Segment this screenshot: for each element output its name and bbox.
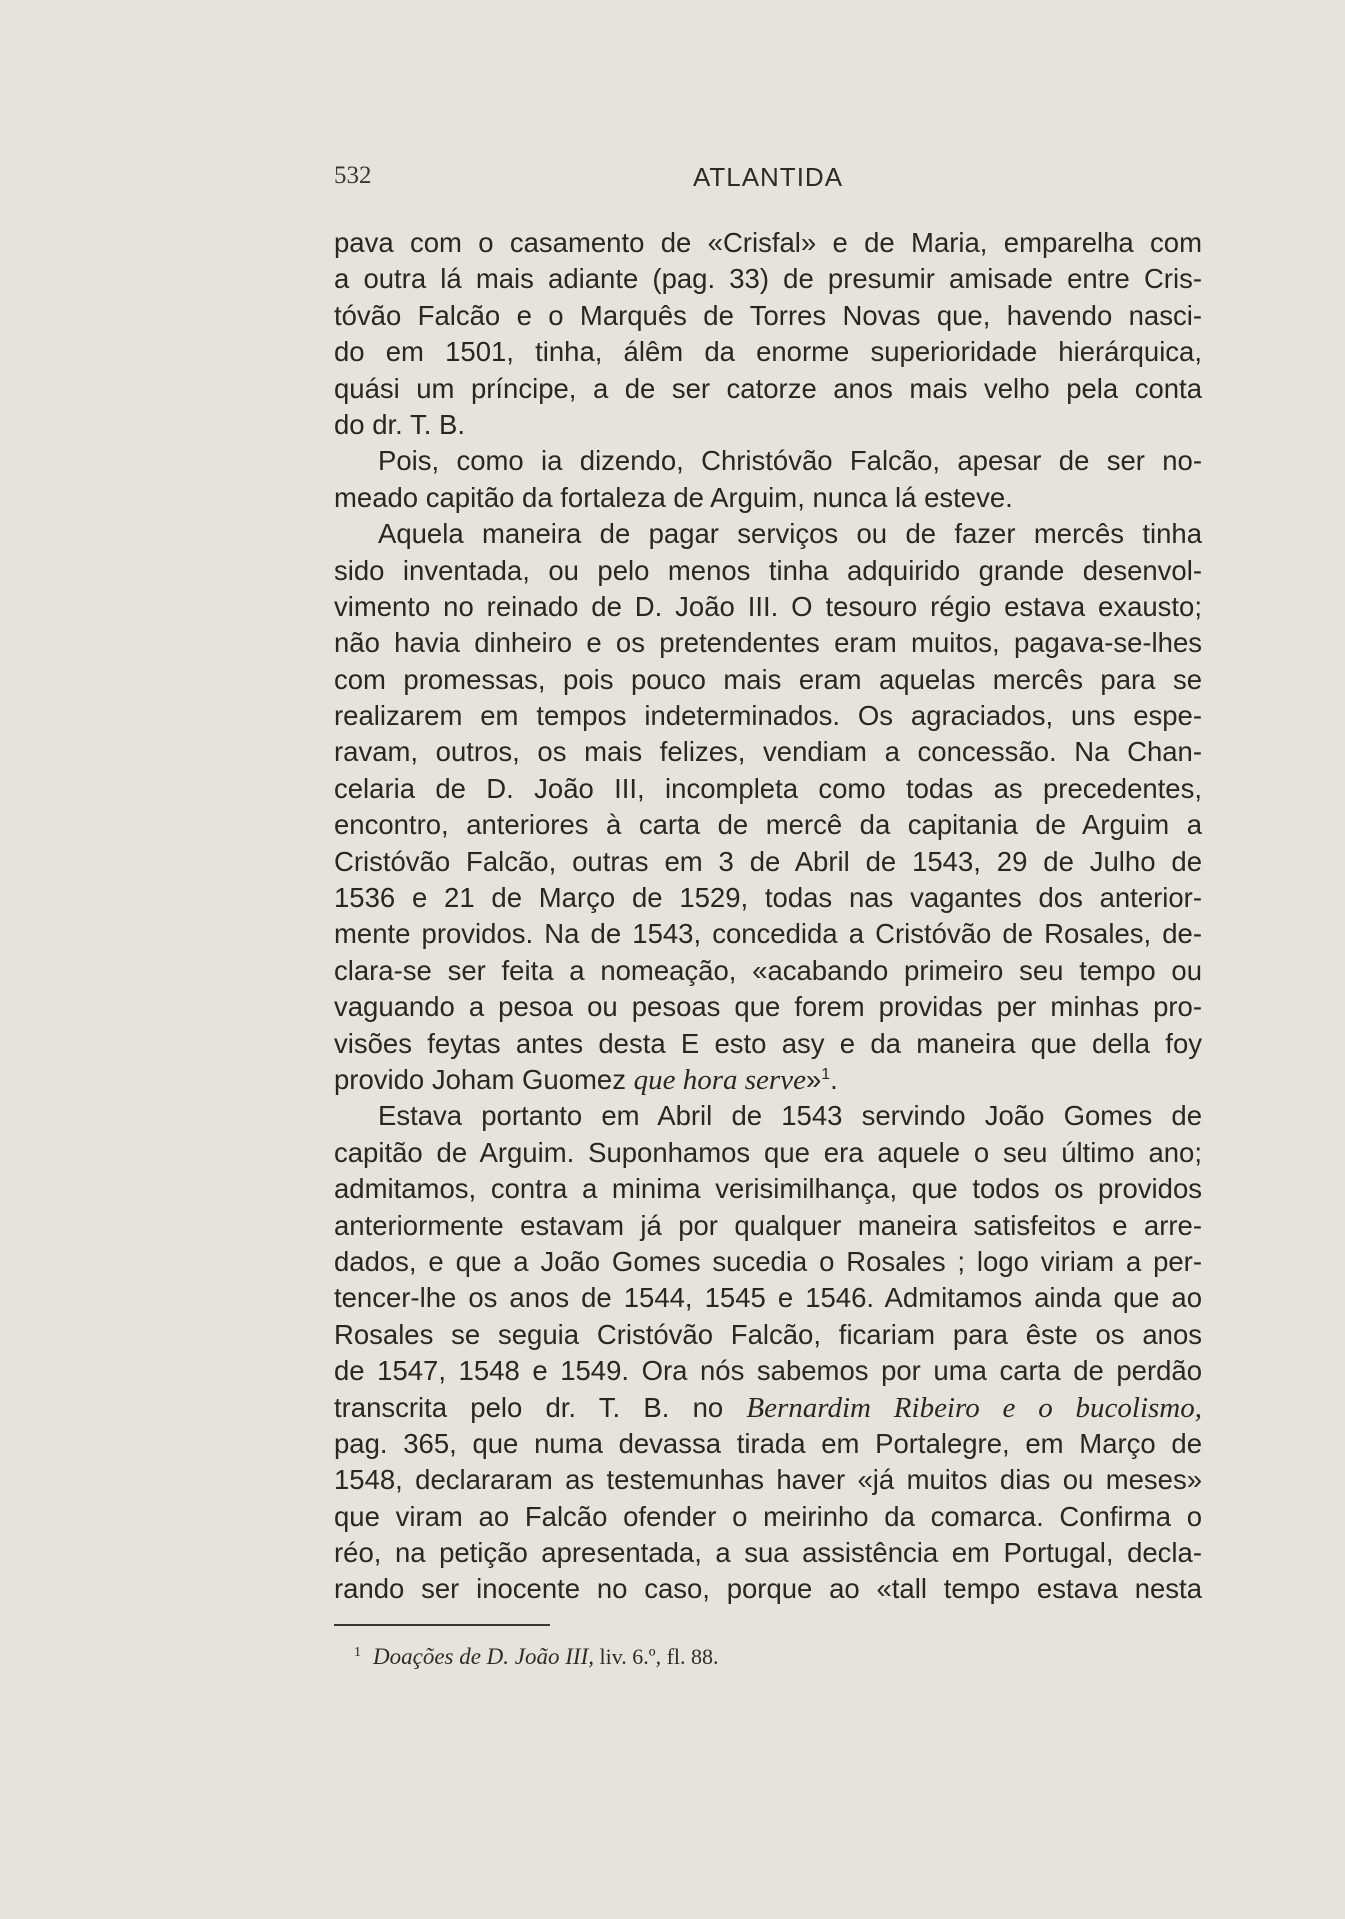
text-line: admitamos, contra a minima verisimilhança, que todos os providos xyxy=(334,1173,1202,1205)
text-line: ravam, outros, os mais felizes, vendiam a concessão. Na Chan- xyxy=(334,736,1202,768)
text-line xyxy=(334,1390,1202,1426)
text-line: tóvão Falcão e o Marquês de Torres Novas que, havendo nasci- xyxy=(334,299,1202,331)
text-line: com promessas, pois pouco mais eram aquelas mercês para se xyxy=(334,663,1202,695)
footnote-reference-text: liv. 6.º, fl. 88. xyxy=(593,1644,719,1669)
text-line: pag. 365, que numa devassa tirada em Portalegre, em Março de xyxy=(334,1427,1202,1459)
text-line: Pois, como ia dizendo, Christóvão Falcão, apesar de ser no- xyxy=(378,445,1202,477)
text-line: vaguando a pesoa ou pesoas que forem providas per minhas pro- xyxy=(334,991,1202,1023)
page-header xyxy=(334,158,1202,198)
text-segment: » xyxy=(805,1063,822,1095)
text-line: tencer-lhe os anos de 1544, 1545 e 1546. Admitamos ainda que ao xyxy=(334,1282,1202,1314)
text-line: réo, na petição apresentada, a sua assistência em Portugal, decla- xyxy=(334,1537,1202,1569)
text-line xyxy=(334,1062,1202,1098)
text-line: 1548, declararam as testemunhas haver «já muitos dias ou meses» xyxy=(334,1464,1202,1496)
text-line: do dr. T. B. xyxy=(334,408,465,440)
footnote-divider xyxy=(334,1624,550,1626)
text-line: realizarem em tempos indeterminados. Os agraciados, uns espe- xyxy=(334,700,1202,732)
text-line: de 1547, 1548 e 1549. Ora nós sabemos por uma carta de perdão xyxy=(334,1355,1202,1387)
text-line: capitão de Arguim. Suponhamos que era aquele o seu último ano; xyxy=(334,1136,1202,1168)
text-line: que viram ao Falcão ofender o meirinho da comarca. Confirma o xyxy=(334,1500,1202,1532)
body-text xyxy=(334,225,1202,1608)
footnote-reference[interactable]: 1 xyxy=(821,1065,831,1083)
italic-book-title: Bernardim Ribeiro e o bucolismo, xyxy=(746,1391,1202,1424)
text-line: anteriormente estavam já por qualquer maneira satisfeitos e arre- xyxy=(334,1209,1202,1241)
text-segment: provido Joham Guomez xyxy=(334,1063,634,1095)
text-line: não havia dinheiro e os pretendentes eram muitos, pagava-se-lhes xyxy=(334,627,1202,659)
text-line: 1536 e 21 de Março de 1529, todas nas vagantes dos anterior- xyxy=(334,882,1202,914)
text-line: encontro, anteriores à carta de mercê da capitania de Arguim a xyxy=(334,809,1202,841)
text-line: a outra lá mais adiante (pag. 33) de presumir amisade entre Cris- xyxy=(334,263,1202,295)
running-title: ATLANTIDA xyxy=(692,162,844,192)
text-line: do em 1501, tinha, álêm da enorme superioridade hierárquica, xyxy=(334,336,1202,368)
text-line: meado capitão da fortaleza de Arguim, nunca lá esteve. xyxy=(334,481,1013,513)
text-line: quási um príncipe, a de ser catorze anos mais velho pela conta xyxy=(334,372,1202,404)
text-line: dados, e que a João Gomes sucedia o Rosales ; logo viriam a per- xyxy=(334,1245,1202,1277)
page-number: 532 xyxy=(334,162,372,189)
text-line: Rosales se seguia Cristóvão Falcão, ficariam para êste os anos xyxy=(334,1318,1202,1350)
text-line: Cristóvão Falcão, outras em 3 de Abril de 1543, 29 de Julho de xyxy=(334,845,1202,877)
text-line: visões feytas antes desta E esto asy e da maneira que della foy xyxy=(334,1027,1202,1059)
text-line: pava com o casamento de «Crisfal» e de Maria, emparelha com xyxy=(334,227,1202,258)
italic-quote: que hora serve xyxy=(633,1063,806,1096)
footnote-mark: 1 xyxy=(354,1645,361,1660)
text-segment: transcrita pelo dr. T. B. no xyxy=(334,1391,747,1423)
text-line: vimento no reinado de D. João III. O tesouro régio estava exausto; xyxy=(334,590,1202,622)
text-line: Estava portanto em Abril de 1543 servindo João Gomes de xyxy=(378,1100,1202,1132)
text-line: celaria de D. João III, incompleta como todas as precedentes, xyxy=(334,772,1202,804)
text-line: mente providos. Na de 1543, concedida a Cristóvão de Rosales, de- xyxy=(334,918,1202,950)
text-line: clara-se ser feita a nomeação, «acabando primeiro seu tempo ou xyxy=(334,954,1202,986)
text-line: rando ser inocente no caso, porque ao «tall tempo estava nesta xyxy=(334,1573,1202,1605)
footnote xyxy=(354,1644,719,1670)
footnote-title: Doações de D. João III, xyxy=(373,1644,594,1669)
text-line: sido inventada, ou pelo menos tinha adquirido grande desenvol- xyxy=(334,554,1202,586)
text-segment: . xyxy=(830,1063,838,1095)
text-line: Aquela maneira de pagar serviços ou de fazer mercês tinha xyxy=(378,518,1202,550)
